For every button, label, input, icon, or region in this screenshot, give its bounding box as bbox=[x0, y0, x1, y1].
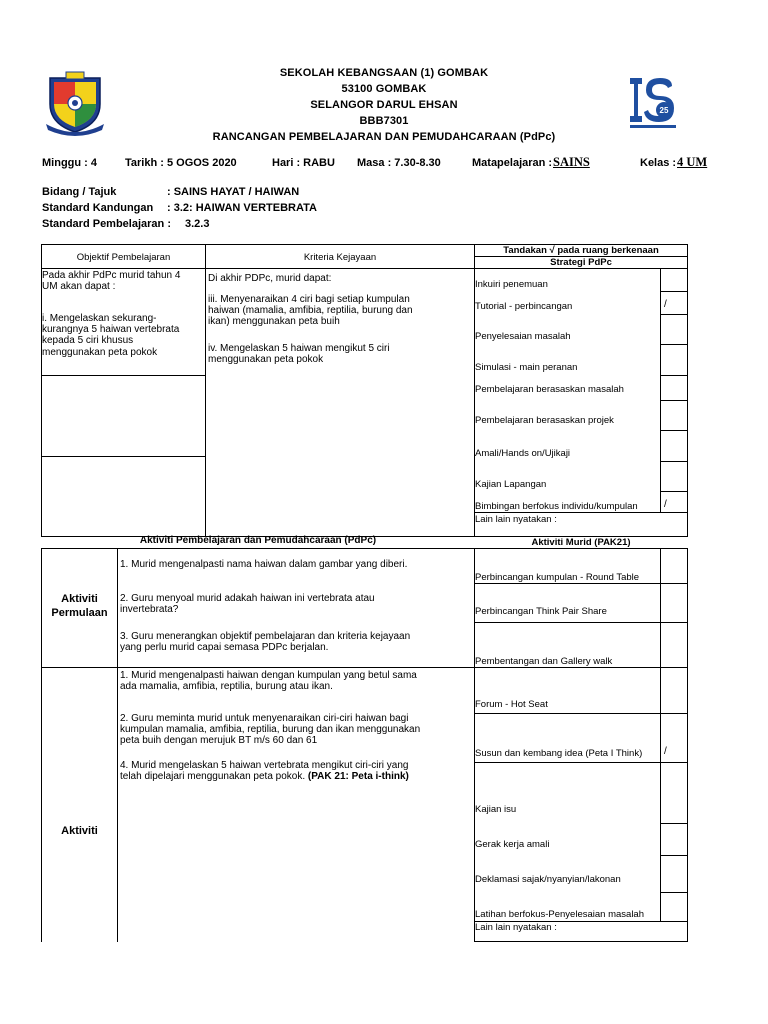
sk-value: : 3.2: HAIWAN VERTEBRATA bbox=[167, 202, 317, 214]
permulaan-line: invertebrata? bbox=[120, 604, 179, 615]
sp-value: 3.2.3 bbox=[185, 218, 210, 230]
strategi-item: Tutorial - perbincangan bbox=[475, 301, 573, 312]
school-name: SEKOLAH KEBANGSAAN (1) GOMBAK bbox=[279, 67, 489, 79]
permulaan-line: 2. Guru menyoal murid adakah haiwan ini vertebrata atau bbox=[120, 593, 375, 604]
strategi-item: Bimbingan berfokus individu/kumpulan bbox=[475, 501, 638, 512]
minggu: Minggu : 4 bbox=[42, 157, 97, 169]
aktiviti-label: Aktiviti bbox=[61, 825, 98, 837]
pak21-item: Lain lain nyatakan : bbox=[475, 922, 557, 933]
pak21-item: Susun dan kembang idea (Peta I Think) bbox=[475, 748, 643, 759]
kriteria-line: iii. Menyenaraikan 4 ciri bagi setiap kumpulan bbox=[208, 294, 410, 305]
strategi-item: Pembelajaran berasaskan projek bbox=[475, 415, 614, 426]
school-postcode: 53100 GOMBAK bbox=[341, 83, 427, 95]
strategi-item: Amali/Hands on/Ujikaji bbox=[475, 448, 571, 459]
pak21-item: Kajian isu bbox=[475, 804, 517, 815]
kriteria-line: iv. Mengelaskan 5 haiwan mengikut 5 ciri bbox=[208, 343, 390, 354]
tandakan-header: Tandakan √ pada ruang berkenaan bbox=[503, 245, 659, 256]
kriteria-line: haiwan (mamalia, amfibia, reptilia, burung dan bbox=[208, 305, 413, 316]
permulaan-line: 1. Murid mengenalpasti nama haiwan dalam gambar yang diberi. bbox=[120, 559, 408, 570]
aktiviti-line: 4. Murid mengelaskan 5 haiwan vertebrata mengikut ciri-ciri yang bbox=[120, 760, 409, 771]
kelas-label: Kelas : bbox=[640, 157, 677, 169]
objektif-line: UM akan dapat : bbox=[42, 281, 116, 292]
permulaan-label: Aktiviti Permulaan bbox=[51, 593, 108, 619]
kriteria-line: Di akhir PDPc, murid dapat: bbox=[208, 273, 332, 284]
kriteria-line: ikan) menggunakan peta buih bbox=[208, 316, 340, 327]
bidang-label: Bidang / Tajuk bbox=[42, 186, 117, 198]
objektif-line: menggunakan peta pokok bbox=[42, 347, 158, 358]
aktiviti-line: 2. Guru meminta murid untuk menyenaraikan ciri-ciri haiwan bagi bbox=[120, 713, 409, 724]
strategi-item: Pembelajaran berasaskan masalah bbox=[475, 384, 624, 395]
sk-label: Standard Kandungan bbox=[42, 202, 154, 214]
aktiviti-line: peta buih dengan merujuk BT m/s 60 dan 61 bbox=[120, 735, 318, 746]
pak21-item: Perbincangan kumpulan - Round Table bbox=[475, 572, 640, 583]
aktiviti-line: telah dipelajari menggunakan peta pokok. (PAK 21: Peta i-think) bbox=[120, 771, 409, 782]
permulaan-line: yang perlu murid capai semasa PDPc berjalan. bbox=[120, 642, 329, 653]
kelas-value: 4 UM bbox=[677, 155, 708, 169]
pak21-item: Perbincangan Think Pair Share bbox=[475, 606, 607, 617]
strategi-item: Inkuiri penemuan bbox=[475, 279, 548, 290]
sp-label: Standard Pembelajaran : bbox=[42, 218, 171, 230]
aktiviti-line: kumpulan mamalia, amfibia, reptilia, burung dan ikan menggunakan bbox=[120, 724, 421, 735]
pak21-item: Latihan berfokus-Penyelesaian masalah bbox=[475, 909, 644, 920]
matapelajaran-value: SAINS bbox=[553, 155, 590, 169]
strategi-item: Kajian Lapangan bbox=[475, 479, 547, 490]
svg-text:25: 25 bbox=[659, 106, 669, 115]
aktiviti-line: ada mamalia, amfibia, reptilia, burung atau ikan. bbox=[120, 681, 333, 692]
aktiviti-murid-header: Aktiviti Murid (PAK21) bbox=[531, 537, 631, 548]
kriteria-line: menggunakan peta pokok bbox=[208, 354, 324, 365]
plan-title: RANCANGAN PEMBELAJARAN DAN PEMUDAHCARAAN (PdPc) bbox=[212, 131, 556, 143]
pak21-item: Gerak kerja amali bbox=[475, 839, 550, 850]
kriteria-header: Kriteria Kejayaan bbox=[303, 252, 377, 263]
aktiviti-line: 1. Murid mengenalpasti haiwan dengan kumpulan yang betul sama bbox=[120, 670, 417, 681]
strategi-item: Penyelesaian masalah bbox=[475, 331, 571, 342]
aktiviti-pdpc-header: Aktiviti Pembelajaran dan Pemudahcaraan (PdPc) bbox=[139, 535, 377, 546]
objektif-line: kurangnya 5 haiwan vertebrata bbox=[42, 324, 180, 335]
strategi-tick[interactable]: / bbox=[664, 299, 667, 310]
hari: Hari : RABU bbox=[272, 157, 335, 169]
objektif-line: kepada 5 ciri khusus bbox=[42, 335, 134, 346]
strategi-tick[interactable]: / bbox=[664, 499, 667, 510]
permulaan-line: 3. Guru menerangkan objektif pembelajaran dan kriteria kejayaan bbox=[120, 631, 411, 642]
objektif-line: i. Mengelaskan sekurang- bbox=[42, 313, 157, 324]
matapelajaran-label: Matapelajaran : bbox=[472, 157, 553, 169]
tarikh: Tarikh : 5 OGOS 2020 bbox=[125, 157, 237, 169]
strategi-item: Lain lain nyatakan : bbox=[475, 514, 557, 525]
pak21-tick[interactable]: / bbox=[664, 746, 667, 757]
strategi-item: Simulasi - main peranan bbox=[475, 362, 578, 373]
pak21-item: Deklamasi sajak/nyanyian/lakonan bbox=[475, 874, 621, 885]
pak21-item: Forum - Hot Seat bbox=[475, 699, 548, 710]
masa: Masa : 7.30-8.30 bbox=[357, 157, 441, 169]
school-state: SELANGOR DARUL EHSAN bbox=[310, 99, 458, 111]
pak21-item: Pembentangan dan Gallery walk bbox=[475, 656, 613, 667]
strategi-header: Strategi PdPc bbox=[550, 257, 612, 268]
bidang-value: : SAINS HAYAT / HAIWAN bbox=[167, 186, 300, 198]
school-code: BBB7301 bbox=[359, 115, 409, 127]
objektif-header: Objektif Pembelajaran bbox=[76, 252, 171, 263]
objektif-line: Pada akhir PdPc murid tahun 4 bbox=[42, 270, 181, 281]
